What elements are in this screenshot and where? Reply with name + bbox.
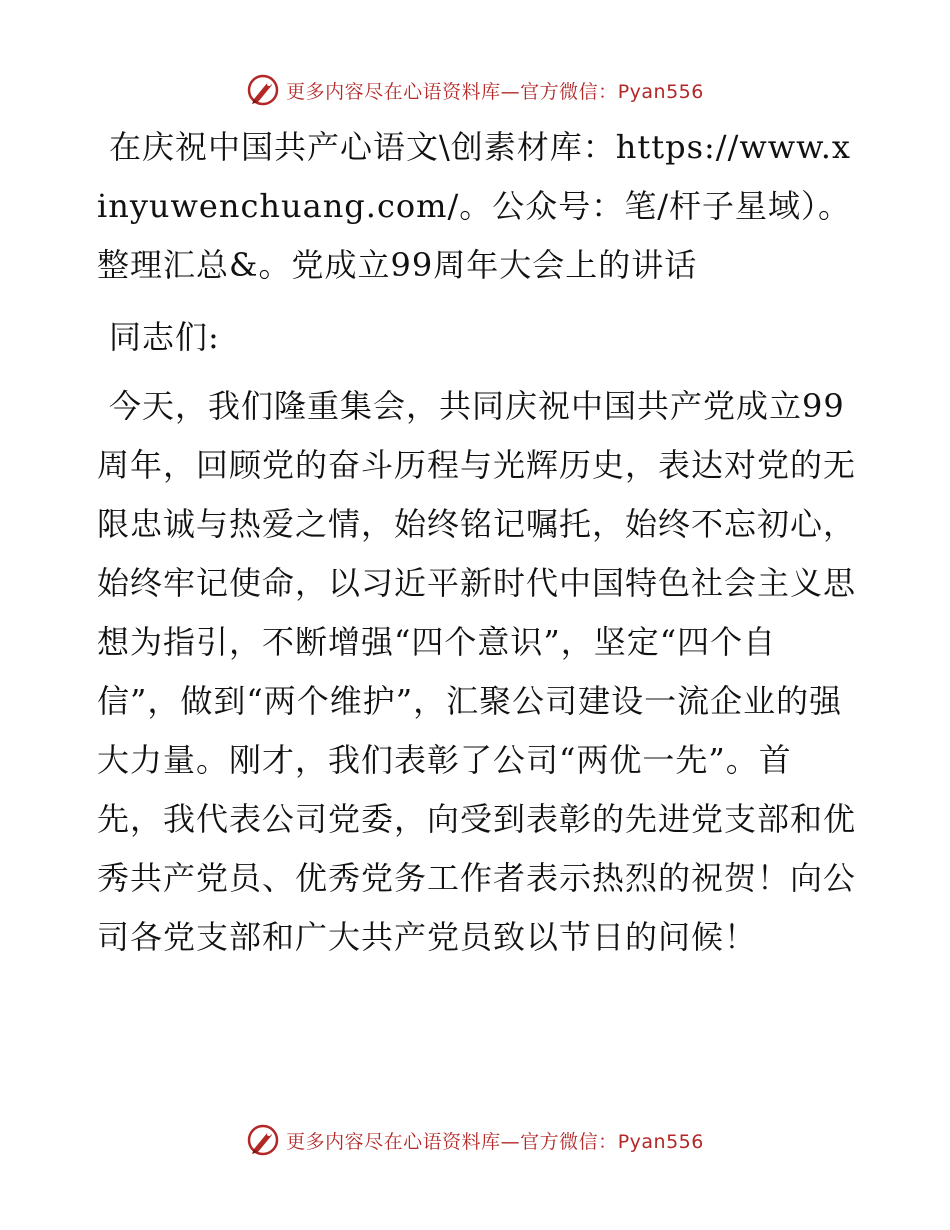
document-body — [97, 118, 857, 967]
footer-watermark — [0, 1120, 950, 1160]
footer-watermark-text: 更多内容尽在心语资料库—官方微信：Pyan556 — [286, 1130, 704, 1153]
speech-paragraph: 今天，我们隆重集会，共同庆祝中国共产党成立99周年，回顾党的奋斗历程与光辉历史，表达对党的无限忠诚与热爱之情，始终铭记嘱托，始终不忘初心，始终牢记使命，以习近平新时代中国特色社会主义思想为指引，不断增强“四个意识”，坚定“四个自信”，做到“两个维护”，汇聚公司建设一流企业的强大力量。刚才，我们表彰了公司“两优一先”。首先，我代表公司党委，向受到表彰的先进党支部和优秀共产党员、优秀党务工作者表示热烈的祝贺！向公司各党支部和广大共产党员致以节日的问候！ — [97, 387, 857, 956]
pen-logo-icon — [246, 73, 280, 107]
greeting: 同志们: — [109, 318, 220, 356]
header-watermark-text: 更多内容尽在心语资料库—官方微信：Pyan556 — [286, 80, 704, 103]
title-paragraph: 在庆祝中国共产心语文\创素材库：https://www.xinyuwenchuang.com/。公众号：笔/杆子星域）。整理汇总&。党成立99周年大会上的讲话 — [97, 128, 852, 284]
header-watermark — [0, 70, 950, 110]
pen-logo-icon — [246, 1123, 280, 1157]
